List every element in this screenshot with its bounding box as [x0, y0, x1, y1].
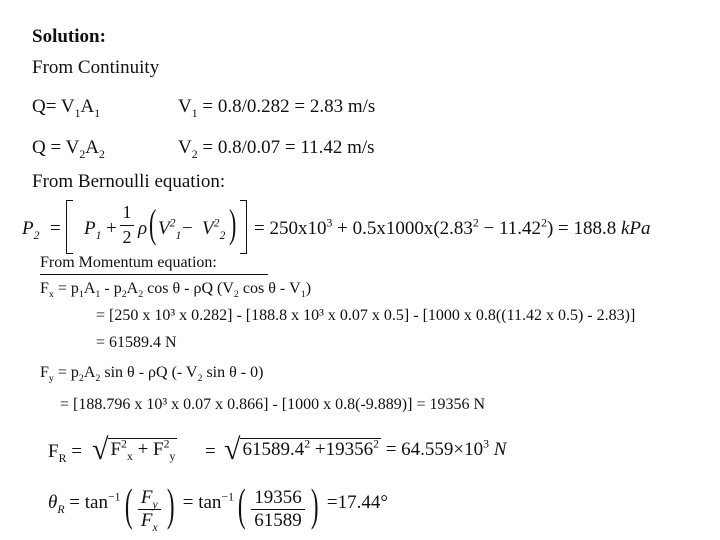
- continuity-eq-v2: $V_2 = 0.8/0.07 = 11.42$ m/s: [178, 137, 375, 161]
- fx-calculation: = [250 x 10³ x 0.282] - [188.8 x 10³ x 0.07 x 0.5] - [1000 x 0.8((11.42 x 0.5) - 2.83)]: [96, 307, 636, 324]
- fr-numeric: √ $61589.4^2 +19356^2 = 64.559\times 10^3$ N: [224, 433, 507, 466]
- bern-eq-sign: =: [50, 218, 61, 239]
- fy-equation: $F_y = p_2A_2$ sin θ - ρQ (- $V_2$ sin θ - 0): [40, 364, 264, 385]
- bern-p2: $P_2$: [22, 218, 40, 242]
- numeric-ratio: $\frac{19356}{61589}$: [251, 487, 305, 532]
- fr-label: $F_R$ =: [48, 441, 82, 465]
- fx-equation: $F_x = p_1A_1 - p_2A_2$ cos θ - ρQ ($V_2$ cos θ - $V_1$): [40, 280, 312, 301]
- bern-open-paren: (: [148, 201, 157, 246]
- theta-expression: $\theta_R = \tan^{-1}$( $\frac{F_y}{F_x}$ ) = $\tan^{-1}$( $\frac{19356}{61589}$ ) =17.44°: [48, 479, 388, 534]
- bern-close-paren: ): [228, 201, 237, 246]
- momentum-heading: From Momentum equation:: [40, 254, 268, 275]
- bern-v2: $V^2_2$: [202, 216, 226, 242]
- continuity-eq-v1: $V_1 = 0.8/0.282 = 2.83$ m/s: [178, 96, 376, 120]
- fr-eq-sign: =: [205, 441, 216, 462]
- bern-plus: +: [106, 218, 117, 239]
- right-bracket: [240, 200, 247, 254]
- continuity-heading: From Continuity: [32, 57, 160, 78]
- half-fraction: 1 2: [120, 202, 134, 248]
- left-bracket: [66, 200, 73, 254]
- continuity-eq-q1: $Q= V_1A_1$: [32, 96, 101, 120]
- continuity-eq-q2: $Q = V_2A_2$: [32, 137, 105, 161]
- fr-sqrt-expression: √ $F^2_x + F^2_y$: [92, 433, 176, 466]
- bernoulli-heading: From Bernoulli equation:: [32, 171, 226, 192]
- fy-over-fx: $\frac{F_y}{F_x}$: [138, 487, 161, 532]
- solution-heading: Solution:: [32, 26, 106, 47]
- fx-result: = 61589.4 N: [96, 334, 177, 351]
- bern-rho: ρ: [138, 218, 148, 239]
- bern-p1: $P_1$: [84, 218, 102, 242]
- bern-rhs: = $250x10^3 + 0.5x1000x(2.83^2 - 11.42^2) = 188.8$ kPa: [254, 216, 651, 239]
- bern-v1: $V^2_1$: [158, 216, 182, 242]
- fy-calculation: = [188.796 x 10³ x 0.07 x 0.866] - [1000 x 0.8(-9.889)] = 19356 N: [60, 396, 486, 413]
- bernoulli-equation: [22, 198, 712, 260]
- bern-minus: −: [182, 218, 193, 239]
